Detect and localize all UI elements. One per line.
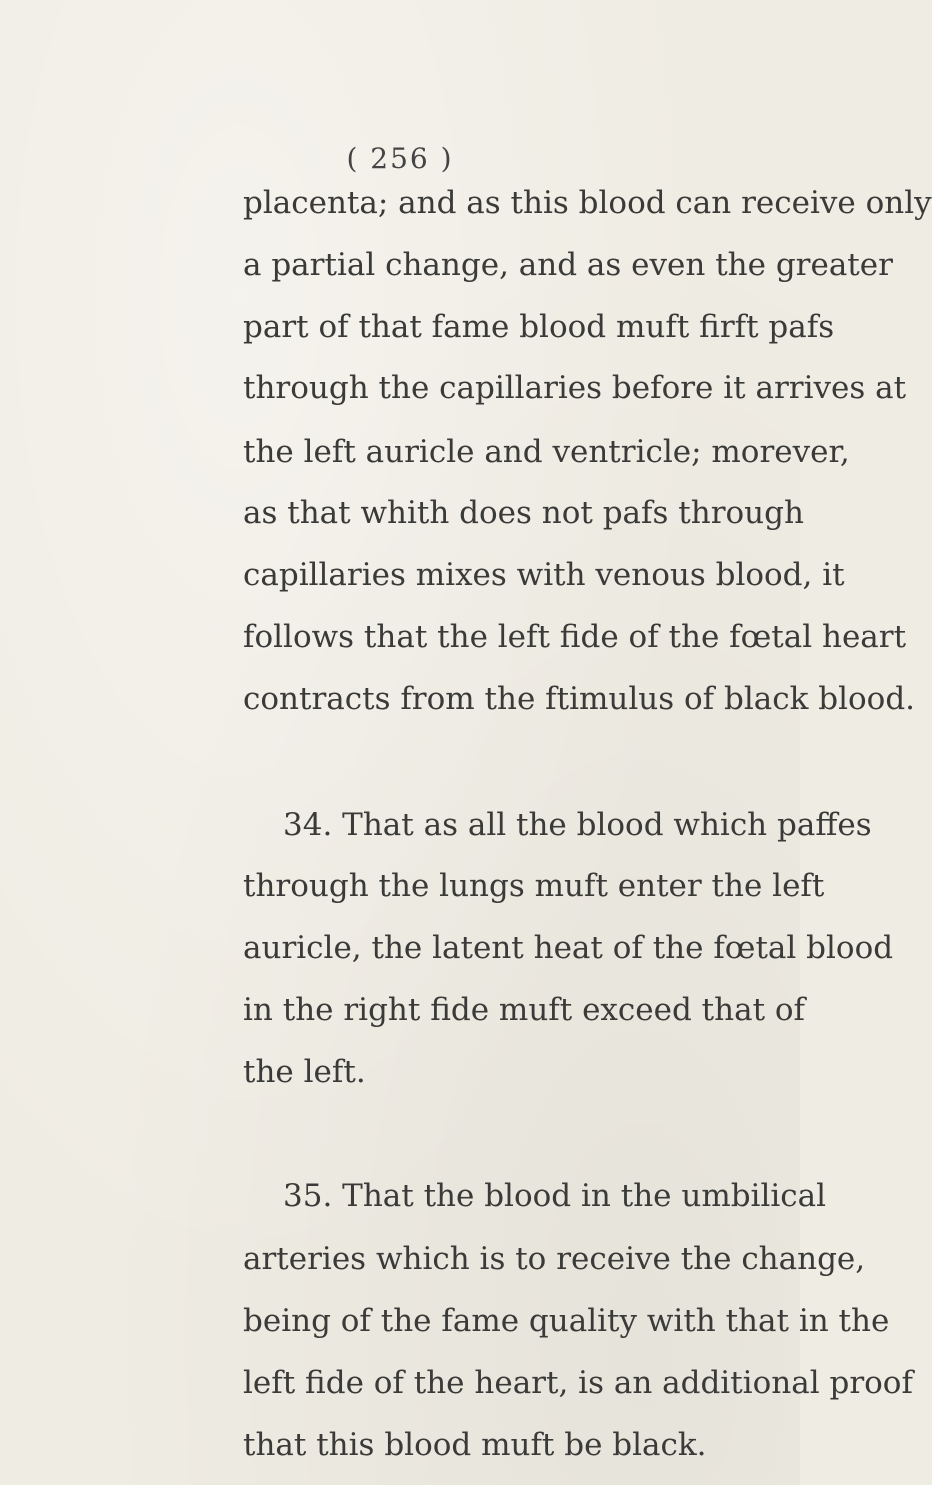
text-line: 34. That as all the blood which paffes (283, 807, 872, 843)
text-line: the left. (243, 1054, 366, 1090)
text-line: contracts from the ftimulus of black blood. (243, 681, 916, 717)
text-line: that this blood muft be black. (243, 1427, 707, 1463)
text-line: a partial change, and as even the greater (243, 247, 893, 283)
text-line: through the lungs muft enter the left (243, 868, 825, 904)
text-line: follows that the left fide of the fœtal heart (243, 619, 907, 655)
text-line: through the capillaries before it arrives at (243, 370, 907, 406)
text-line: auricle, the latent heat of the fœtal blood (243, 930, 894, 966)
page-number: ( 256 ) (346, 142, 454, 175)
text-line: being of the fame quality with that in the (243, 1303, 890, 1339)
text-line: part of that fame blood muft firft pafs (243, 309, 835, 345)
text-line: as that whith does not pafs through (243, 495, 804, 531)
text-line: placenta; and as this blood can receive only (243, 185, 932, 221)
text-line: the left auricle and ventricle; morever, (243, 434, 850, 470)
text-line: left fide of the heart, is an additional proof (243, 1365, 913, 1401)
text-line: arteries which is to receive the change, (243, 1241, 866, 1277)
text-line: capillaries mixes with venous blood, it (243, 557, 845, 593)
text-line: 35. That the blood in the umbilical (283, 1178, 827, 1214)
text-line: in the right fide muft exceed that of (243, 992, 806, 1028)
